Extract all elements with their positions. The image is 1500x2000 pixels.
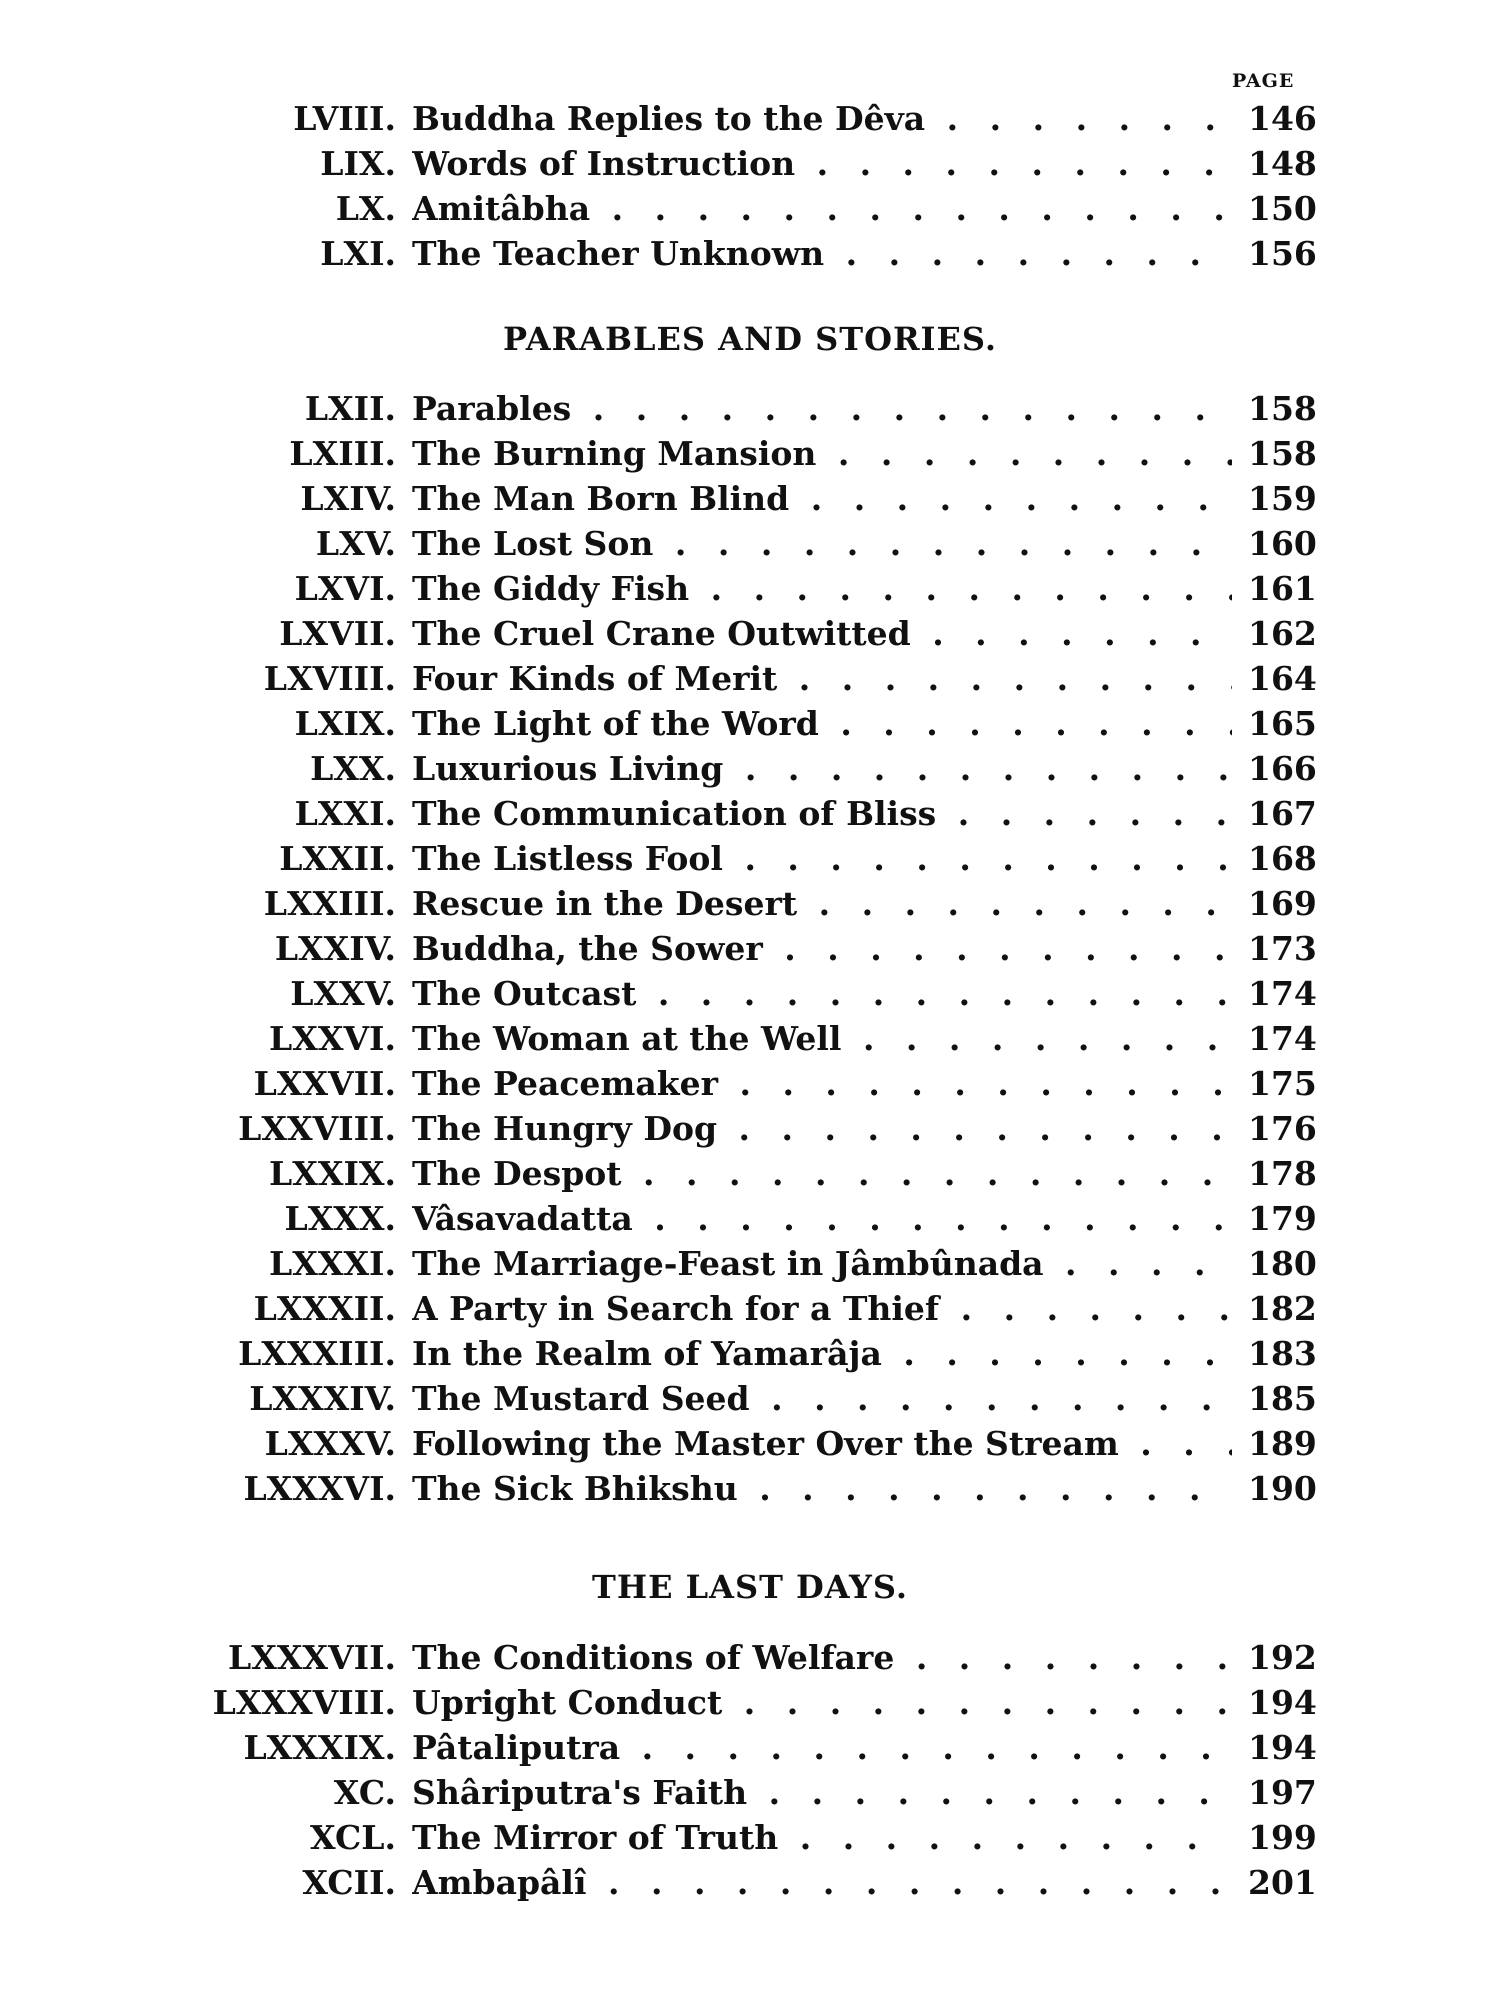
page-number: 183 — [1248, 1331, 1308, 1376]
toc-block-parables — [0, 386, 1500, 1511]
chapter-number: LXVI. — [294, 569, 396, 608]
chapter-number: LXX. — [310, 749, 396, 788]
page-number: 194 — [1248, 1680, 1308, 1725]
chapter-title: The Lost Son . . . — [412, 521, 1232, 566]
page-number: 173 — [1248, 926, 1308, 971]
chapter-title: Vâsavadatta . . . — [412, 1196, 1232, 1241]
page-number: 175 — [1248, 1061, 1308, 1106]
chapter-number: LXXXIV. — [249, 1379, 396, 1418]
toc-block-last-days — [0, 1635, 1500, 1905]
chapter-number: LXXV. — [290, 974, 396, 1013]
toc-entry — [0, 611, 1500, 656]
chapter-title: The Mirror of Truth . . . — [412, 1815, 1232, 1860]
chapter-number: LXXXI. — [269, 1244, 396, 1283]
chapter-number: LXVII. — [279, 614, 396, 653]
chapter-number: LVIII. — [293, 99, 396, 138]
chapter-title: The Teacher Unknown . . . — [412, 231, 1232, 276]
chapter-title: The Cruel Crane Outwitted . . . — [412, 611, 1232, 656]
toc-block-continued — [0, 96, 1500, 276]
chapter-number: XC. — [333, 1773, 396, 1812]
chapter-title: Amitâbha . . . — [412, 186, 1232, 231]
page-number: 179 — [1248, 1196, 1308, 1241]
toc-entry — [0, 791, 1500, 836]
page-number: 156 — [1248, 231, 1308, 276]
toc-entry — [0, 1196, 1500, 1241]
page-number: 161 — [1248, 566, 1308, 611]
page-number: 197 — [1248, 1770, 1308, 1815]
page-number: 194 — [1248, 1725, 1308, 1770]
chapter-number: LXXVI. — [269, 1019, 396, 1058]
page-column-label: PAGE — [1232, 70, 1295, 92]
page-number: 190 — [1248, 1466, 1308, 1511]
chapter-title: The Marriage-Feast in Jâmbûnada . . . — [412, 1241, 1232, 1286]
page-number: 176 — [1248, 1106, 1308, 1151]
page-number: 164 — [1248, 656, 1308, 701]
toc-entry — [0, 881, 1500, 926]
toc-entry — [0, 1466, 1500, 1511]
chapter-title: Four Kinds of Merit . . . — [412, 656, 1232, 701]
toc-entry — [0, 566, 1500, 611]
chapter-number: LXII. — [304, 389, 396, 428]
page-number: 192 — [1248, 1635, 1308, 1680]
chapter-title: Words of Instruction . . . — [412, 141, 1232, 186]
chapter-title: Buddha Replies to the Dêva . . . — [412, 96, 1232, 141]
chapter-number: LXXXIII. — [238, 1334, 396, 1373]
chapter-title: The Giddy Fish . . . — [412, 566, 1232, 611]
chapter-title: Luxurious Living . . . — [412, 746, 1232, 791]
page-number: 146 — [1248, 96, 1308, 141]
chapter-number: LXXXIX. — [243, 1728, 396, 1767]
section-heading-parables: PARABLES AND STORIES. — [503, 320, 997, 358]
toc-entry — [0, 1286, 1500, 1331]
chapter-title: The Sick Bhikshu . . . — [412, 1466, 1232, 1511]
page-number: 189 — [1248, 1421, 1308, 1466]
page-number: 148 — [1248, 141, 1308, 186]
page-number: 178 — [1248, 1151, 1308, 1196]
chapter-title: The Man Born Blind . . . — [412, 476, 1232, 521]
page-number: 165 — [1248, 701, 1308, 746]
chapter-number: LXIV. — [300, 479, 396, 518]
toc-entry — [0, 746, 1500, 791]
chapter-title: Pâtaliputra . . . — [412, 1725, 1232, 1770]
page-number: 168 — [1248, 836, 1308, 881]
page-number: 180 — [1248, 1241, 1308, 1286]
section-heading-last-days: THE LAST DAYS. — [592, 1568, 908, 1606]
chapter-number: LXXVII. — [253, 1064, 396, 1103]
chapter-number: LXXIII. — [263, 884, 396, 923]
toc-entry — [0, 1770, 1500, 1815]
page-number: 174 — [1248, 1016, 1308, 1061]
chapter-title: The Conditions of Welfare . . . — [412, 1635, 1232, 1680]
page-number: 162 — [1248, 611, 1308, 656]
toc-entry — [0, 1151, 1500, 1196]
chapter-number: LXXII. — [279, 839, 396, 878]
toc-entry — [0, 1106, 1500, 1151]
toc-entry — [0, 926, 1500, 971]
chapter-title: The Hungry Dog . . . — [412, 1106, 1232, 1151]
chapter-number: LXIII. — [289, 434, 396, 473]
toc-entry — [0, 1860, 1500, 1905]
page-number: 158 — [1248, 431, 1308, 476]
chapter-number: LXI. — [320, 234, 396, 273]
toc-entry — [0, 96, 1500, 141]
chapter-title: The Listless Fool . . . — [412, 836, 1232, 881]
chapter-number: LXXX. — [284, 1199, 396, 1238]
chapter-number: LIX. — [320, 144, 396, 183]
chapter-title: A Party in Search for a Thief . . . — [412, 1286, 1232, 1331]
toc-entry — [0, 1016, 1500, 1061]
chapter-title: The Woman at the Well . . . — [412, 1016, 1232, 1061]
page-number: 201 — [1248, 1860, 1308, 1905]
chapter-number: LX. — [335, 189, 396, 228]
chapter-title: Following the Master Over the Stream . . . — [412, 1421, 1232, 1466]
chapter-title: Shâriputra's Faith . . . — [412, 1770, 1232, 1815]
chapter-number: LXXXVI. — [243, 1469, 396, 1508]
chapter-number: LXXI. — [294, 794, 396, 833]
chapter-title: Ambapâlî . . . — [412, 1860, 1232, 1905]
toc-entry — [0, 431, 1500, 476]
chapter-title: Rescue in the Desert . . . — [412, 881, 1232, 926]
chapter-title: The Despot . . . — [412, 1151, 1232, 1196]
toc-entry — [0, 1331, 1500, 1376]
page-number: 174 — [1248, 971, 1308, 1016]
chapter-number: XCII. — [302, 1863, 396, 1902]
chapter-number: LXXIV. — [274, 929, 396, 968]
toc-entry — [0, 836, 1500, 881]
chapter-title: Parables . . . — [412, 386, 1232, 431]
toc-entry — [0, 1680, 1500, 1725]
toc-entry — [0, 1815, 1500, 1860]
toc-entry — [0, 141, 1500, 186]
page-number: 166 — [1248, 746, 1308, 791]
page-number: 185 — [1248, 1376, 1308, 1421]
chapter-number: LXXXII. — [253, 1289, 396, 1328]
page-number: 150 — [1248, 186, 1308, 231]
page-number: 159 — [1248, 476, 1308, 521]
page-number: 199 — [1248, 1815, 1308, 1860]
chapter-number: LXXXV. — [264, 1424, 396, 1463]
chapter-number: LXXXVII. — [228, 1638, 396, 1677]
toc-entry — [0, 1376, 1500, 1421]
page-number: 158 — [1248, 386, 1308, 431]
page-number: 169 — [1248, 881, 1308, 926]
toc-entry — [0, 1421, 1500, 1466]
chapter-title: The Outcast . . . — [412, 971, 1232, 1016]
chapter-title: The Burning Mansion . . . — [412, 431, 1232, 476]
toc-entry — [0, 1725, 1500, 1770]
chapter-number: LXXXVIII. — [212, 1683, 396, 1722]
chapter-number: LXXVIII. — [238, 1109, 396, 1148]
page-number: 182 — [1248, 1286, 1308, 1331]
chapter-title: Buddha, the Sower . . . — [412, 926, 1232, 971]
page-number: 167 — [1248, 791, 1308, 836]
chapter-number: LXXIX. — [269, 1154, 396, 1193]
chapter-title: The Communication of Bliss . . . — [412, 791, 1232, 836]
chapter-title: The Mustard Seed . . . — [412, 1376, 1232, 1421]
toc-entry — [0, 1635, 1500, 1680]
chapter-number: XCL. — [310, 1818, 396, 1857]
chapter-title: In the Realm of Yamarâja . . . — [412, 1331, 1232, 1376]
toc-entry — [0, 521, 1500, 566]
toc-entry — [0, 476, 1500, 521]
toc-entry — [0, 701, 1500, 746]
toc-entry — [0, 186, 1500, 231]
toc-entry — [0, 971, 1500, 1016]
toc-entry — [0, 231, 1500, 276]
toc-entry — [0, 656, 1500, 701]
chapter-title: The Peacemaker . . . — [412, 1061, 1232, 1106]
toc-entry — [0, 386, 1500, 431]
page-number: 160 — [1248, 521, 1308, 566]
chapter-number: LXV. — [315, 524, 396, 563]
chapter-number: LXIX. — [294, 704, 396, 743]
toc-entry — [0, 1241, 1500, 1286]
chapter-number: LXVIII. — [263, 659, 396, 698]
chapter-title: Upright Conduct . . . — [412, 1680, 1232, 1725]
toc-entry — [0, 1061, 1500, 1106]
chapter-title: The Light of the Word . . . — [412, 701, 1232, 746]
